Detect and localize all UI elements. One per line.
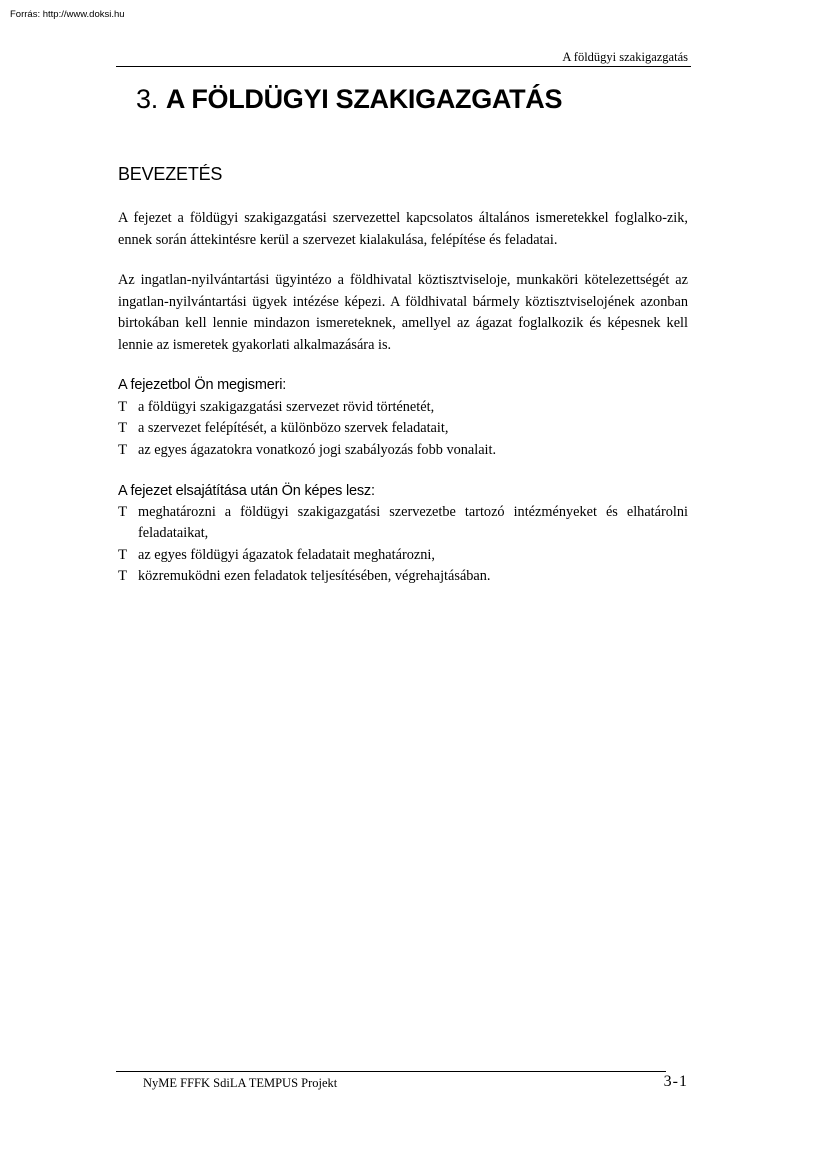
list-item	[118, 566, 688, 587]
chapter-number: 3.	[136, 84, 158, 114]
list-item-text: az egyes ágazatokra vonatkozó jogi szabályozás fobb vonalait.	[138, 441, 497, 458]
source-label: Forrás: http://www.doksi.hu	[10, 9, 125, 20]
page-number: 3-1	[663, 1073, 688, 1090]
running-header: A földügyi szakigazgatás	[562, 50, 688, 64]
list-item-text: a szervezet felépítését, a különbözo szervek feladatait,	[138, 420, 449, 437]
objectives-heading: A fejezetbol Ön megismeri:	[118, 377, 287, 393]
bullet-icon: T	[118, 567, 128, 584]
intro-paragraph-1: A fejezet a földügyi szakigazgatási szervezettel kapcsolatos általános ismeretekkel foglalko-zik, ennek során áttekintésre kerül a szervezet kialakulása, felépítése és feladatai.	[118, 210, 688, 248]
bullet-icon: T	[118, 546, 128, 563]
bullet-icon: T	[118, 504, 128, 520]
list-item-text: meghatározni a földügyi szakigazgatási szervezetbe tartozó intézményeket és elhatárolni feladataikat,	[138, 504, 688, 542]
header-rule	[116, 66, 691, 67]
list-item	[118, 440, 688, 461]
intro-paragraph-2: Az ingatlan-nyilvántartási ügyintézo a földhivatal köztisztviseloje, munkaköri kötelezettségét az ingatlan-nyilvántartási ügyek intézése képezi. A földhivatal bármely köztisztviselojének azonban birtokában kell lennie mindazon ismereteknek, amellyel az ágazat foglalkozik és képesnek kell lennie az ismeretek gyakorlati alkalmazására is.	[118, 272, 688, 353]
bullet-icon: T	[118, 420, 128, 437]
list-item	[118, 502, 688, 545]
list-item-text: az egyes földügyi ágazatok feladatait meghatározni,	[138, 546, 435, 563]
list-item-text: a földügyi szakigazgatási szervezet rövid történetét,	[138, 399, 435, 415]
objectives-list	[118, 397, 688, 461]
outcomes-heading: A fejezet elsajátítása után Ön képes lesz:	[118, 483, 375, 499]
footer-rule	[116, 1071, 666, 1072]
section-title: BEVEZETÉS	[118, 164, 223, 184]
list-item	[118, 418, 688, 439]
bullet-icon: T	[118, 399, 128, 415]
chapter-title	[136, 84, 562, 115]
footer-project: NyME FFFK SdiLA TEMPUS Projekt	[143, 1076, 338, 1090]
list-item	[118, 545, 688, 566]
bullet-icon: T	[118, 441, 128, 458]
list-item-text: közremuködni ezen feladatok teljesítésében, végrehajtásában.	[138, 567, 491, 584]
outcomes-list	[118, 502, 688, 587]
list-item	[118, 397, 688, 418]
chapter-title-text: A FÖLDÜGYI SZAKIGAZGATÁS	[165, 84, 563, 114]
